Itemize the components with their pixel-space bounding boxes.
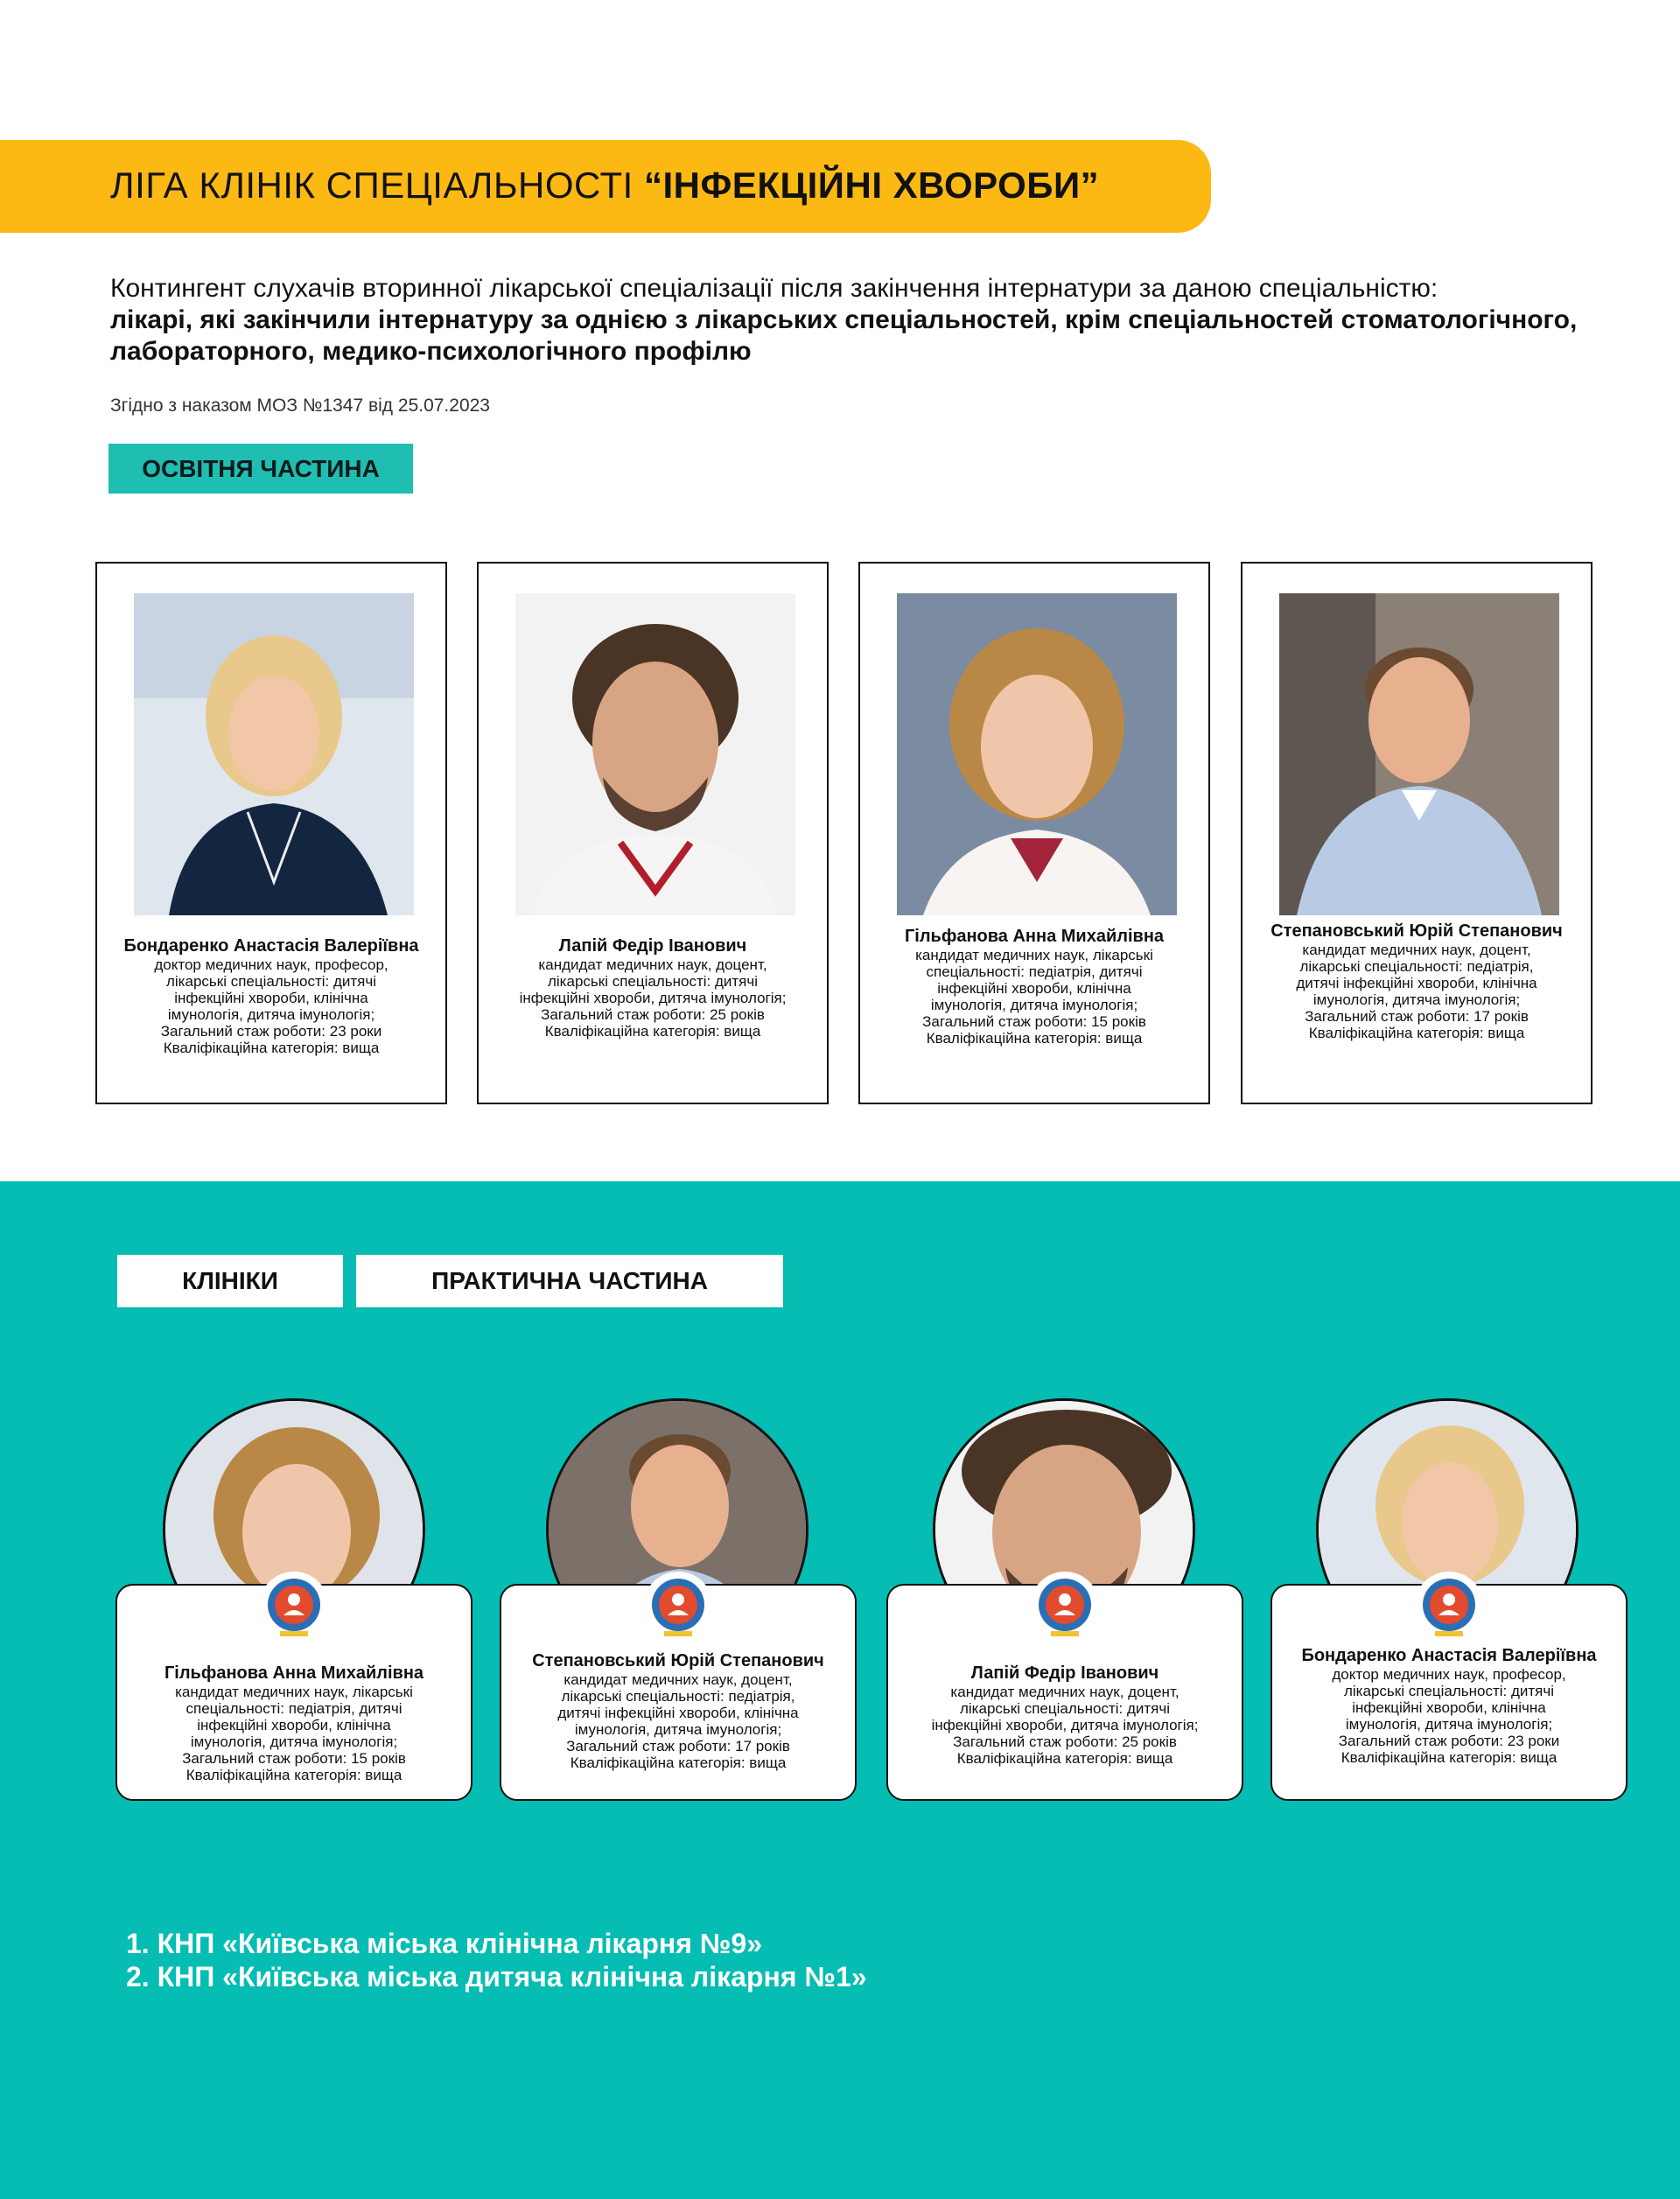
practice-card (886, 1584, 1243, 1801)
card-line: кандидат медичних наук, лікарські (175, 1684, 413, 1700)
card-line: Загальний стаж роботи: 25 років (541, 1006, 765, 1023)
card-text (1281, 1645, 1617, 1766)
card-line: кандидат медичних наук, доцент, (538, 956, 767, 973)
card-line: інфекційні хвороби, клінічна (197, 1717, 391, 1733)
education-card (1241, 562, 1592, 1104)
card-line: Загальний стаж роботи: 17 років (1305, 1008, 1529, 1025)
card-line: лікарські спеціальності: дитячі (547, 973, 758, 990)
card-line: кандидат медичних наук, лікарські (915, 947, 1153, 963)
card-line: інфекційні хвороби, клінічна (1352, 1699, 1546, 1716)
card-line: спеціальності: педіатрія, дитячі (926, 963, 1143, 980)
card-line: інфекційні хвороби, клінічна (174, 990, 368, 1006)
card-line: Кваліфікаційна категорія: вища (1308, 1025, 1525, 1041)
card-text (1251, 921, 1582, 1041)
card-line: Кваліфікаційна категорія: вища (926, 1030, 1143, 1047)
doctor-name: Степановський Юрій Степанович (532, 1651, 824, 1670)
clinic-logo-icon (1028, 1570, 1102, 1643)
intro-bold: лікарі, які закінчили інтернатуру за однією з лікарських спеціальностей, крім спеціальностей стоматологічного, лабораторного, медико-психологічного профілю (110, 305, 1578, 366)
education-tag: ОСВІТНЯ ЧАСТИНА (108, 444, 413, 494)
card-line: лікарські спеціальності: педіатрія, (561, 1688, 795, 1705)
card-line: кандидат медичних наук, доцент, (1302, 942, 1531, 958)
doctor-photo (1279, 593, 1559, 915)
card-line: дитячі інфекційні хвороби, клінічна (1296, 975, 1537, 991)
card-line: Загальний стаж роботи: 15 років (182, 1750, 406, 1767)
intro-regular: Контингент слухачів вторинної лікарської спеціалізації після закінчення інтернатури за даною спеціальністю: (110, 274, 1438, 303)
doctor-name: Бондаренко Анастасія Валеріївна (123, 936, 419, 956)
card-line: Кваліфікаційна категорія: вища (163, 1040, 380, 1056)
practice-tag: ПРАКТИЧНА ЧАСТИНА (356, 1255, 783, 1307)
education-card (858, 562, 1210, 1104)
card-line: Загальний стаж роботи: 23 роки (1338, 1733, 1560, 1749)
doctor-name: Степановський Юрій Степанович (1270, 921, 1563, 941)
doctor-name: Бондаренко Анастасія Валеріївна (1301, 1646, 1597, 1665)
card-line: Загальний стаж роботи: 23 роки (160, 1023, 382, 1040)
clinic-logo-icon (257, 1570, 331, 1643)
card-text (106, 935, 437, 1056)
education-card (95, 562, 447, 1104)
card-line: Кваліфікаційна категорія: вища (570, 1754, 787, 1771)
clinic-item: 2. КНП «Київська міська дитяча клінічна лікарня №1» (126, 1961, 867, 1992)
doctor-name: Гільфанова Анна Михайлівна (164, 1663, 424, 1683)
card-line: інфекційні хвороби, дитяча імунологія; (931, 1717, 1199, 1733)
doctor-name: Лапій Федір Іванович (970, 1663, 1159, 1683)
card-line: імунологія, дитяча імунологія; (930, 997, 1138, 1013)
card-line: Кваліфікаційна категорія: вища (1340, 1749, 1558, 1766)
card-line: імунологія, дитяча імунологія; (190, 1733, 398, 1750)
doctor-name: Гільфанова Анна Михайлівна (904, 927, 1165, 946)
card-line: лікарські спеціальності: дитячі (959, 1700, 1170, 1717)
source-note: Згідно з наказом МОЗ №1347 від 25.07.2023 (110, 396, 490, 416)
card-text (869, 926, 1200, 1047)
practice-card (1270, 1584, 1628, 1801)
card-line: імунологія, дитяча імунологія; (1312, 991, 1521, 1008)
doctor-photo (515, 593, 795, 915)
education-card (477, 562, 829, 1104)
card-text (126, 1663, 462, 1783)
card-line: інфекційні хвороби, клінічна (937, 980, 1131, 997)
card-line: дитячі інфекційні хвороби, клінічна (557, 1705, 799, 1721)
card-line: Кваліфікаційна категорія: вища (956, 1750, 1173, 1767)
title-banner (0, 140, 1211, 233)
doctor-photo (897, 593, 1177, 915)
clinic-logo-icon (1412, 1570, 1486, 1643)
card-line: кандидат медичних наук, доцент, (950, 1684, 1180, 1700)
page-title: ЛІГА КЛІНІК СПЕЦІАЛЬНОСТІ “ІНФЕКЦІЙНІ ХВОРОБИ” (110, 165, 1100, 206)
clinic-item: 1. КНП «Київська міська клінічна лікарня №9» (126, 1928, 763, 1959)
card-line: Загальний стаж роботи: 17 років (566, 1738, 790, 1754)
card-line: Кваліфікаційна категорія: вища (544, 1023, 761, 1040)
card-text (897, 1663, 1233, 1767)
clinics-list (126, 1927, 867, 1993)
clinics-tag: КЛІНІКИ (117, 1255, 343, 1307)
doctor-name: Лапій Федір Іванович (558, 936, 747, 956)
card-line: кандидат медичних наук, доцент, (564, 1671, 793, 1688)
intro-text (110, 273, 1615, 368)
card-line: Кваліфікаційна категорія: вища (186, 1767, 402, 1783)
clinic-logo-icon (641, 1570, 715, 1643)
card-text (487, 935, 818, 1040)
card-line: імунологія, дитяча імунологія; (167, 1006, 375, 1023)
card-line: лікарські спеціальності: педіатрія, (1299, 958, 1534, 975)
card-line: Загальний стаж роботи: 25 років (953, 1733, 1177, 1750)
card-line: інфекційні хвороби, дитяча імунологія; (519, 990, 787, 1006)
card-text (510, 1650, 846, 1771)
doctor-photo (134, 593, 414, 915)
card-line: імунологія, дитяча імунологія; (574, 1721, 782, 1738)
practice-card (116, 1584, 472, 1801)
card-line: лікарські спеціальності: дитячі (165, 973, 376, 990)
card-line: доктор медичних наук, професор, (1332, 1666, 1566, 1683)
card-line: імунологія, дитяча імунологія; (1345, 1716, 1553, 1733)
card-line: Загальний стаж роботи: 15 років (922, 1013, 1146, 1030)
card-line: доктор медичних наук, професор, (154, 956, 388, 973)
card-line: спеціальності: педіатрія, дитячі (186, 1700, 402, 1717)
practice-card (500, 1584, 857, 1801)
card-line: лікарські спеціальності: дитячі (1343, 1683, 1554, 1699)
